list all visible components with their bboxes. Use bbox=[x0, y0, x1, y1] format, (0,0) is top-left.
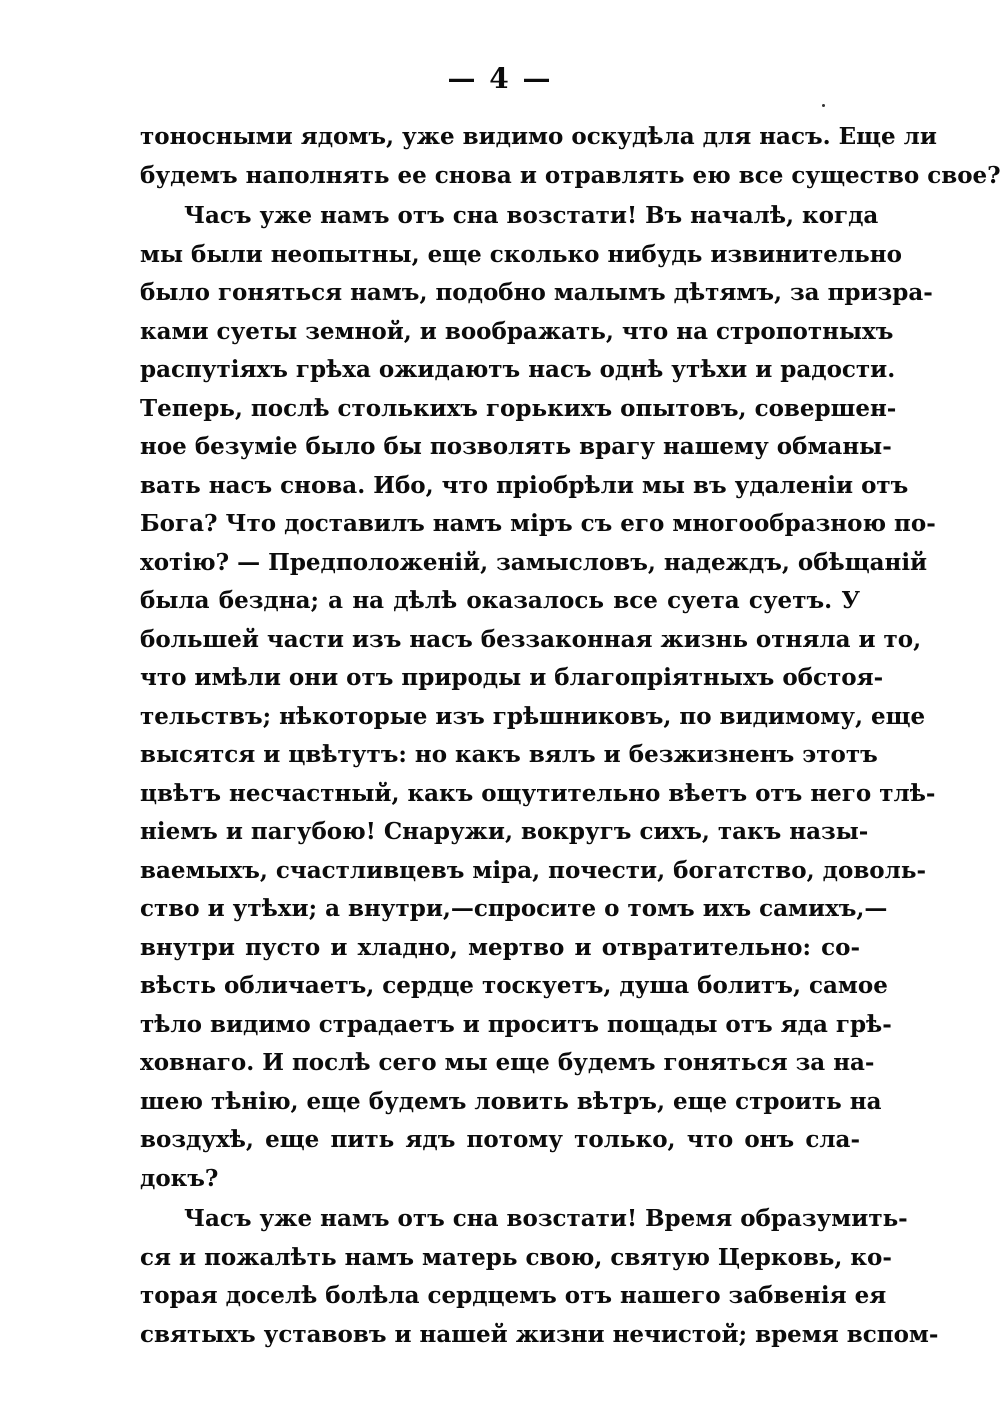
text-line: была бездна; а на дѣлѣ оказалось все суета суетъ. У bbox=[140, 587, 860, 614]
text-line: ное безуміе было бы позволять врагу нашему обманы- bbox=[140, 433, 892, 460]
text-line: ваемыхъ, счастливцевъ міра, почести, богатство, доволь- bbox=[140, 856, 927, 884]
text-line: внутри пусто и хладно, мертво и отвратительно: со- bbox=[140, 933, 860, 961]
text-line: будемъ наполнять ее снова и отравлять ею все существо свое? bbox=[140, 161, 1001, 189]
text-line: докъ? bbox=[140, 1164, 219, 1192]
text-line: мы были неопытны, еще сколько нибудь извинительно bbox=[140, 240, 902, 268]
text-line: вать насъ снова. Ибо, что пріобрѣли мы въ удаленіи отъ bbox=[140, 471, 909, 499]
text-line: распутіяхъ грѣха ожидаютъ насъ однѣ утѣхи и радости. bbox=[140, 356, 896, 383]
text-line: ками суеты земной, и воображать, что на стропотныхъ bbox=[140, 317, 894, 345]
print-speck bbox=[822, 104, 825, 107]
text-line: цвѣтъ несчастный, какъ ощутительно вѣетъ отъ него тлѣ- bbox=[140, 779, 936, 807]
text-line: Часъ уже намъ отъ сна возстати! Время образумить- bbox=[184, 1205, 908, 1232]
text-line: высятся и цвѣтутъ: но какъ вялъ и безжизненъ этотъ bbox=[140, 741, 878, 768]
text-line: тельствъ; нѣкоторые изъ грѣшниковъ, по видимому, еще bbox=[140, 702, 926, 730]
page-number: — 4 — bbox=[447, 62, 553, 95]
text-line: ховнаго. И послѣ сего мы еще будемъ гоняться за на- bbox=[140, 1049, 875, 1076]
text-line: Бога? Что доставилъ намъ міръ съ его многообразною по- bbox=[140, 510, 936, 537]
text-line: ся и пожалѣть намъ матерь свою, святую Церковь, ко- bbox=[140, 1243, 892, 1271]
text-line: что имѣли они отъ природы и благопріятныхъ обстоя- bbox=[140, 664, 884, 691]
paragraph bbox=[140, 118, 1001, 195]
text-line: воздухѣ, еще пить ядъ потому только, что онъ сла- bbox=[140, 1126, 860, 1153]
text-line: шею тѣнію, еще будемъ ловить вѣтръ, еще строить на bbox=[140, 1087, 882, 1115]
text-line: тоносными ядомъ, уже видимо оскудѣла для насъ. Еще ли bbox=[140, 123, 937, 150]
text-line: было гоняться намъ, подобно малымъ дѣтямъ, за призра- bbox=[140, 279, 933, 306]
body-text bbox=[140, 118, 1001, 1354]
text-line: вѣсть обличаетъ, сердце тоскуетъ, душа болитъ, самое bbox=[140, 972, 888, 999]
paragraph bbox=[140, 1200, 939, 1354]
text-line: торая доселѣ болѣла сердцемъ отъ нашего забвенія ея bbox=[140, 1282, 887, 1309]
text-line: святыхъ уставовъ и нашей жизни нечистой; время вспом- bbox=[140, 1320, 939, 1348]
text-line: большей части изъ насъ беззаконная жизнь отняла и то, bbox=[140, 625, 922, 653]
text-line: Часъ уже намъ отъ сна возстати! Въ началѣ, когда bbox=[184, 202, 879, 229]
text-line: тѣло видимо страдаетъ и проситъ пощады отъ яда грѣ- bbox=[140, 1010, 892, 1038]
text-line: ніемъ и пагубою! Снаружи, вокругъ сихъ, такъ назы- bbox=[140, 818, 869, 845]
text-line: ство и утѣхи; а внутри,—спросите о томъ ихъ самихъ,— bbox=[140, 895, 888, 922]
text-line: Теперь, послѣ столькихъ горькихъ опытовъ, совершен- bbox=[140, 394, 897, 422]
paragraph bbox=[140, 197, 936, 1198]
text-line: хотію? — Предположеній, замысловъ, надеждъ, обѣщаній bbox=[140, 548, 928, 576]
